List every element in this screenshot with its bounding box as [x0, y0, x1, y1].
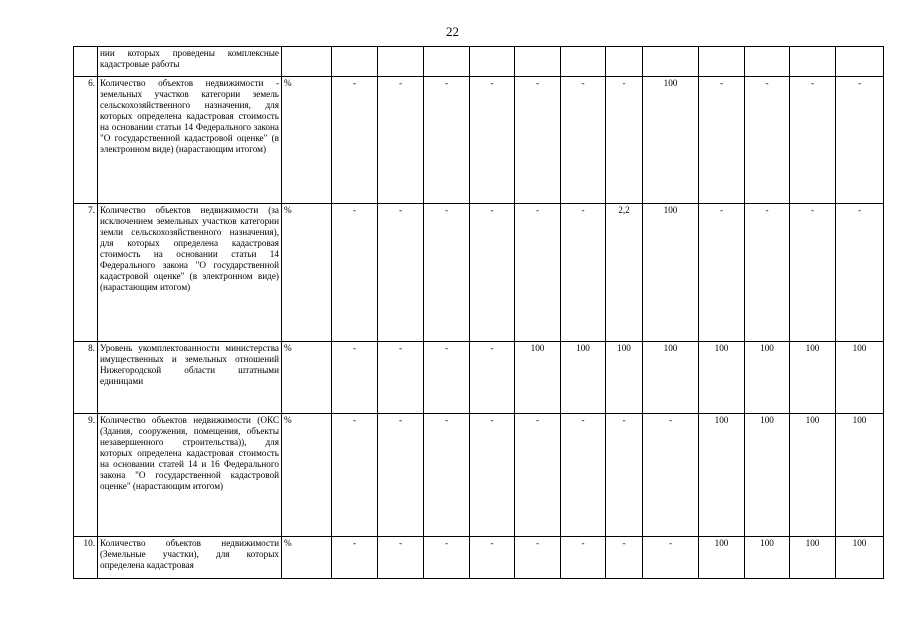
- value-cell: -: [606, 537, 643, 579]
- unit-cell: [282, 47, 332, 77]
- value-cell: -: [378, 342, 424, 414]
- unit-cell: %: [282, 77, 332, 204]
- value-cell: -: [699, 77, 745, 204]
- indicators-table: [73, 46, 884, 579]
- indicator-description: Количество объектов недвижимости (ОКС (Здания, сооружения, помещения, объекты незавершенного строительства)), для которых определена кадастровая стоимость на основании статей 14 и 16 Федерального закона "О государственной кадастровой оценке" (нарастающим итогом): [98, 414, 282, 537]
- value-cell: -: [378, 537, 424, 579]
- value-cell: 100: [745, 537, 790, 579]
- row-number: 9.: [74, 414, 98, 537]
- value-cell: 100: [643, 204, 699, 342]
- table-row: [74, 414, 884, 537]
- value-cell: [790, 47, 836, 77]
- value-cell: 100: [836, 414, 884, 537]
- value-cell: -: [332, 204, 378, 342]
- value-cell: -: [561, 537, 606, 579]
- value-cell: [378, 47, 424, 77]
- table-row: [74, 342, 884, 414]
- page-number: 22: [446, 24, 459, 39]
- value-cell: 100: [699, 537, 745, 579]
- value-cell: -: [470, 342, 515, 414]
- row-number: 6.: [74, 77, 98, 204]
- value-cell: -: [332, 414, 378, 537]
- row-number: 8.: [74, 342, 98, 414]
- value-cell: 100: [699, 342, 745, 414]
- value-cell: -: [699, 204, 745, 342]
- value-cell: -: [643, 537, 699, 579]
- value-cell: -: [378, 204, 424, 342]
- value-cell: 100: [643, 77, 699, 204]
- value-cell: [699, 47, 745, 77]
- value-cell: 100: [790, 342, 836, 414]
- indicator-description: Количество объектов недвижимости (Земельные участки), для которых определена кадастровая: [98, 537, 282, 579]
- table-row: [74, 47, 884, 77]
- indicator-description: Уровень укомплектованности министерства имущественных и земельных отношений Нижегородской области штатными единицами: [98, 342, 282, 414]
- value-cell: 100: [745, 342, 790, 414]
- value-cell: 100: [515, 342, 561, 414]
- value-cell: -: [606, 77, 643, 204]
- value-cell: -: [332, 537, 378, 579]
- value-cell: -: [470, 77, 515, 204]
- value-cell: -: [643, 414, 699, 537]
- value-cell: -: [515, 77, 561, 204]
- value-cell: -: [378, 414, 424, 537]
- value-cell: 100: [561, 342, 606, 414]
- table-row: [74, 537, 884, 579]
- row-number: 10.: [74, 537, 98, 579]
- table-row: [74, 204, 884, 342]
- value-cell: -: [424, 342, 470, 414]
- value-cell: [606, 47, 643, 77]
- unit-cell: %: [282, 414, 332, 537]
- value-cell: [515, 47, 561, 77]
- value-cell: -: [424, 537, 470, 579]
- indicator-description: нии которых проведены комплексные кадастровые работы: [98, 47, 282, 77]
- table-row: [74, 77, 884, 204]
- value-cell: -: [332, 77, 378, 204]
- value-cell: [836, 47, 884, 77]
- indicator-description: Количество объектов недвижимости (за исключением земельных участков категории земли сельскохозяйственного назначения), для которых определена кадастровая стоимость на основании статьи 14 Федерального закона "О государственной кадастровой оценке" (в электронном виде) (нарастающим итогом): [98, 204, 282, 342]
- value-cell: -: [836, 204, 884, 342]
- value-cell: 100: [606, 342, 643, 414]
- value-cell: -: [515, 537, 561, 579]
- value-cell: -: [470, 414, 515, 537]
- value-cell: -: [515, 414, 561, 537]
- value-cell: [643, 47, 699, 77]
- value-cell: -: [470, 537, 515, 579]
- value-cell: -: [470, 204, 515, 342]
- value-cell: -: [515, 204, 561, 342]
- value-cell: -: [745, 204, 790, 342]
- value-cell: 100: [836, 342, 884, 414]
- value-cell: -: [561, 77, 606, 204]
- value-cell: -: [561, 414, 606, 537]
- value-cell: 2,2: [606, 204, 643, 342]
- value-cell: 100: [836, 537, 884, 579]
- value-cell: 100: [790, 414, 836, 537]
- value-cell: [470, 47, 515, 77]
- unit-cell: %: [282, 204, 332, 342]
- value-cell: 100: [643, 342, 699, 414]
- value-cell: [332, 47, 378, 77]
- value-cell: -: [561, 204, 606, 342]
- value-cell: -: [745, 77, 790, 204]
- value-cell: -: [378, 77, 424, 204]
- value-cell: -: [606, 414, 643, 537]
- value-cell: -: [424, 414, 470, 537]
- value-cell: -: [790, 204, 836, 342]
- value-cell: [561, 47, 606, 77]
- value-cell: 100: [699, 414, 745, 537]
- value-cell: 100: [790, 537, 836, 579]
- unit-cell: %: [282, 537, 332, 579]
- row-number: [74, 47, 98, 77]
- value-cell: [745, 47, 790, 77]
- value-cell: -: [790, 77, 836, 204]
- indicator-description: Количество объектов недвижимости - земельных участков категории земель сельскохозяйственного назначения, для которых определена кадастровая стоимость на основании статьи 14 Федерального закона "О государственной кадастровой оценке" (в электронном виде) (нарастающим итогом): [98, 77, 282, 204]
- value-cell: -: [332, 342, 378, 414]
- value-cell: -: [424, 77, 470, 204]
- row-number: 7.: [74, 204, 98, 342]
- value-cell: -: [836, 77, 884, 204]
- value-cell: [424, 47, 470, 77]
- unit-cell: %: [282, 342, 332, 414]
- value-cell: -: [424, 204, 470, 342]
- value-cell: 100: [745, 414, 790, 537]
